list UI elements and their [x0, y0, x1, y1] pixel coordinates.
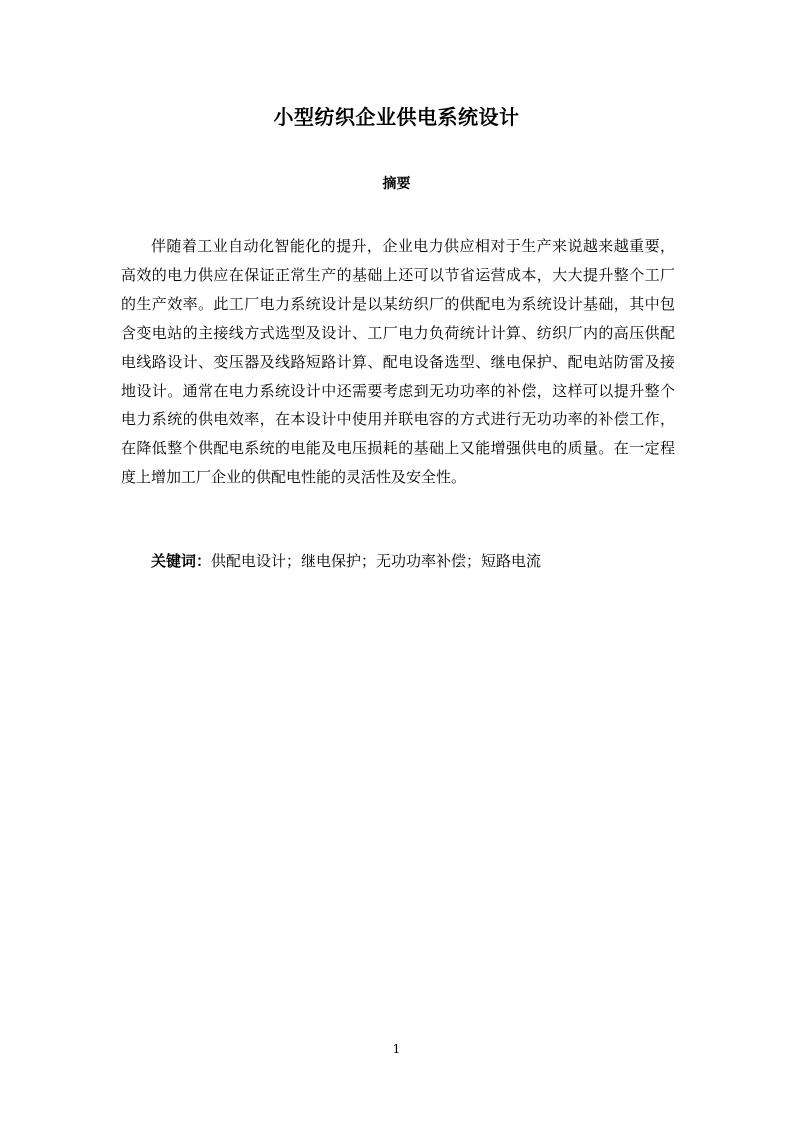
page-number: 1: [392, 1042, 401, 1056]
abstract-heading: 摘要: [382, 176, 411, 192]
abstract-paragraph: 伴随着工业自动化智能化的提升，企业电力供应相对于生产来说越来越重要，高效的电力供应在保证正常生产的基础上还可以节省运营成本，大大提升整个工厂的生产效率。此工厂电力系统设计是以某纺织厂的供配电为系统设计基础，其中包含变电站的主接线方式选型及设计、工厂电力负荷统计计算、纺织厂内的高压供配电线路设计、变压器及线路短路计算、配电设备选型、继电保护、配电站防雷及接地设计。通常在电力系统设计中还需要考虑到无功功率的补偿，这样可以提升整个电力系统的供电效率，在本设计中使用并联电容的方式进行无功功率的补偿工作，在降低整个供配电系统的电能及电压损耗的基础上又能增强供电的质量。在一定程度上增加工厂企业的供配电性能的灵活性及安全性。: [121, 237, 675, 487]
document-title: 小型纺织企业供电系统设计: [273, 105, 520, 129]
keywords-text: 供配电设计；继电保护；无功功率补偿；短路电流: [211, 552, 542, 570]
keywords-label: 关键词：: [151, 552, 212, 570]
keywords-line: [151, 547, 691, 575]
